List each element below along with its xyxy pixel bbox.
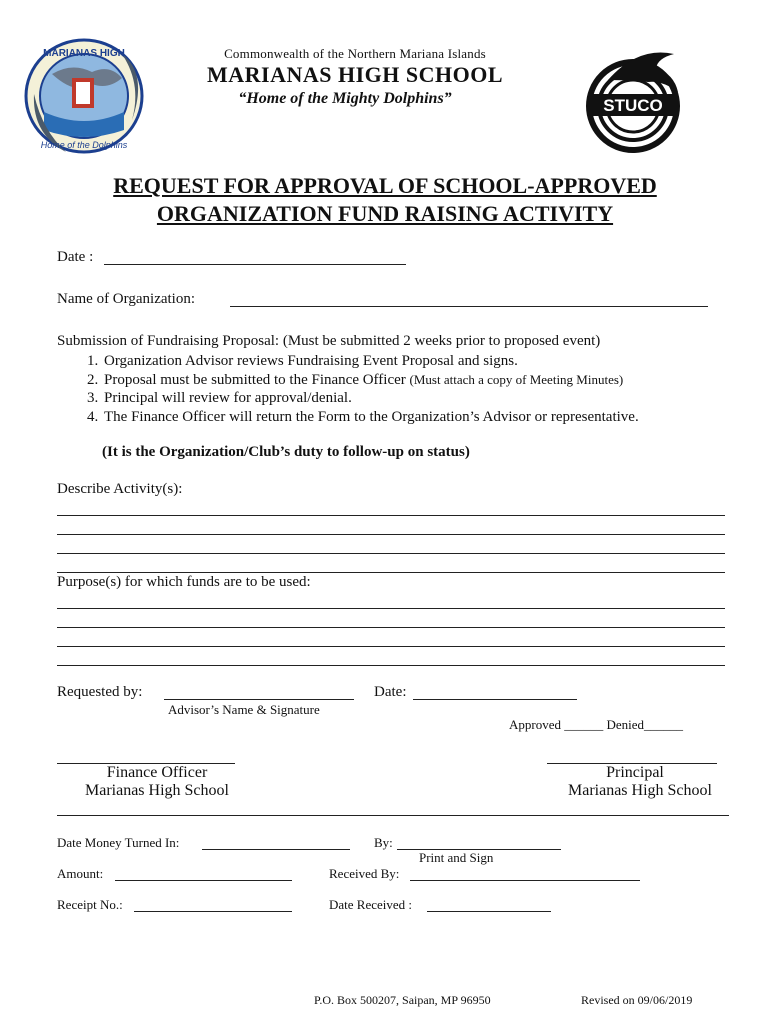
describe-line-3[interactable] [57,553,725,554]
receipt-no-label: Receipt No.: [57,897,123,912]
received-by-label: Received By: [329,866,400,881]
submission-label: Submission of Fundraising Proposal: (Must be submitted 2 weeks prior to proposed event) [57,333,601,349]
by-label: By: [374,835,393,850]
finance-officer-title: Finance Officer [106,764,208,781]
amount-label: Amount: [57,866,104,881]
describe-line-2[interactable] [57,534,725,535]
date-label: Date : [57,249,94,265]
list-item: 3. Principal will review for approval/denial. [102,389,770,408]
print-sign-caption: Print and Sign [419,850,494,865]
amount-field[interactable] [115,880,292,881]
footer-address: P.O. Box 500207, Saipan, MP 96950 [314,993,491,1007]
requested-by-label: Requested by: [57,684,143,700]
svg-text:MARIANAS HIGH: MARIANAS HIGH [43,48,125,59]
form-title-line2: ORGANIZATION FUND RAISING ACTIVITY [156,201,614,226]
purpose-line-4[interactable] [57,665,725,666]
requested-by-field[interactable] [164,699,354,700]
list-item: 2. Proposal must be submitted to the Finance Officer (Must attach a copy of Meeting Minutes) [102,371,770,390]
step2-note: (Must attach a copy of Meeting Minutes) [409,371,624,387]
svg-text:Home of the Dolphins: Home of the Dolphins [40,140,128,150]
purpose-line-1[interactable] [57,608,725,609]
date-field[interactable] [104,264,406,265]
received-by-field[interactable] [410,880,640,881]
purpose-line-2[interactable] [57,627,725,628]
header-subtitle: Commonwealth of the Northern Mariana Islands [224,46,486,61]
section-divider [57,815,729,816]
form-title-line1: REQUEST FOR APPROVAL OF SCHOOL-APPROVED [113,173,657,198]
describe-line-4[interactable] [57,572,725,573]
date-received-label: Date Received : [329,897,413,912]
organization-label: Name of Organization: [57,291,196,307]
approval-status: Approved ______ Denied______ [509,717,684,732]
principal-title: Principal [606,764,664,781]
describe-activity-label: Describe Activity(s): [57,481,183,497]
svg-text:STUCO: STUCO [603,96,663,115]
footer-revised: Revised on 09/06/2019 [581,993,693,1007]
advisor-caption: Advisor’s Name & Signature [168,702,320,717]
receipt-no-field[interactable] [134,911,292,912]
purpose-line-3[interactable] [57,646,725,647]
form-title [0,172,770,228]
organization-field[interactable] [230,306,708,307]
date-received-field[interactable] [427,911,551,912]
school-name: MARIANAS HIGH SCHOOL [206,62,504,87]
steps-list [58,352,770,426]
follow-up-note: (It is the Organization/Club’s duty to follow-up on status) [102,444,470,460]
finance-officer-school: Marianas High School [85,782,229,799]
list-item: 4. The Finance Officer will return the Form to the Organization’s Advisor or representative. [102,408,770,427]
stuco-logo [578,40,688,160]
purpose-label: Purpose(s) for which funds are to be used: [57,574,311,590]
principal-school: Marianas High School [568,782,712,799]
money-turned-in-label: Date Money Turned In: [57,835,180,850]
school-motto: “Home of the Mighty Dolphins” [238,90,452,107]
request-date-field[interactable] [413,699,577,700]
request-date-label: Date: [374,684,407,700]
money-turned-in-field[interactable] [202,849,350,850]
describe-line-1[interactable] [57,515,725,516]
list-item: 1. Organization Advisor reviews Fundraising Event Proposal and signs. [102,352,770,371]
